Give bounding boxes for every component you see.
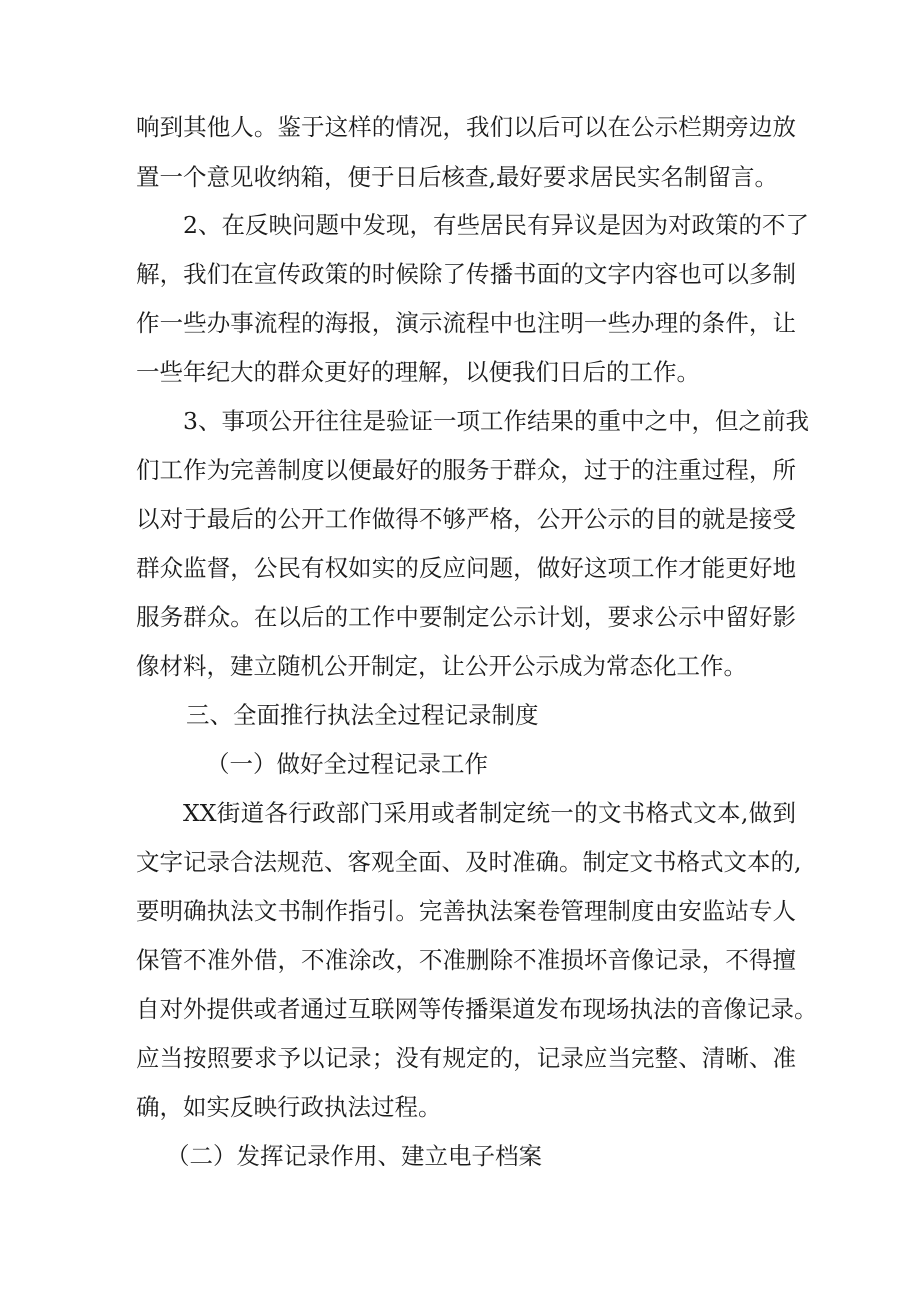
text-line: 保管不准外借，不准涂改，不准删除不准损坏音像记录，不得擅: [136, 946, 796, 974]
text-line: 确，如实反映行政执法过程。: [136, 1093, 442, 1121]
text-line: 以对于最后的公开工作做得不够严格，公开公示的目的就是接受: [136, 505, 796, 533]
subsection-heading: （一）做好全过程记录工作: [206, 750, 488, 778]
paragraph-first-line: XX街道各行政部门采用或者制定统一的文书格式文本,做到: [183, 799, 796, 827]
text-line: 置一个意见收纳箱，便于日后核查,最好要求居民实名制留言。: [136, 163, 778, 191]
subsection-heading: （二）发挥记录作用、建立电子档案: [166, 1142, 542, 1170]
text-line: 服务群众。在以后的工作中要制定公示计划，要求公示中留好影: [136, 603, 796, 631]
text-line: 作一些办事流程的海报，演示流程中也注明一些办理的条件，让: [136, 309, 796, 337]
text-line: 们工作为完善制度以便最好的服务于群众，过于的注重过程，所: [136, 456, 796, 484]
text-line: 文字记录合法规范、客观全面、及时准确。制定文书格式文本的,: [136, 848, 802, 876]
text-line: 群众监督，公民有权如实的反应问题，做好这项工作才能更好地: [136, 554, 796, 582]
section-heading: 三、全面推行执法全过程记录制度: [186, 701, 539, 729]
text-line: 响到其他人。鉴于这样的情况，我们以后可以在公示栏期旁边放: [136, 113, 796, 141]
text-line: 一些年纪大的群众更好的理解，以便我们日后的工作。: [136, 358, 700, 386]
text-line: 解，我们在宣传政策的时候除了传播书面的文字内容也可以多制: [136, 260, 796, 288]
paragraph-first-line: 3、事项公开往往是验证一项工作结果的重中之中，但之前我: [183, 407, 809, 435]
text-line: 应当按照要求予以记录；没有规定的，记录应当完整、清晰、准: [136, 1044, 796, 1072]
text-line: 自对外提供或者通过互联网等传播渠道发布现场执法的音像记录。: [136, 995, 818, 1023]
text-line: 像材料，建立随机公开制定，让公开公示成为常态化工作。: [136, 652, 747, 680]
paragraph-first-line: 2、在反映问题中发现，有些居民有异议是因为对政策的不了: [183, 211, 809, 239]
text-line: 要明确执法文书制作指引。完善执法案卷管理制度由安监站专人: [136, 897, 796, 925]
